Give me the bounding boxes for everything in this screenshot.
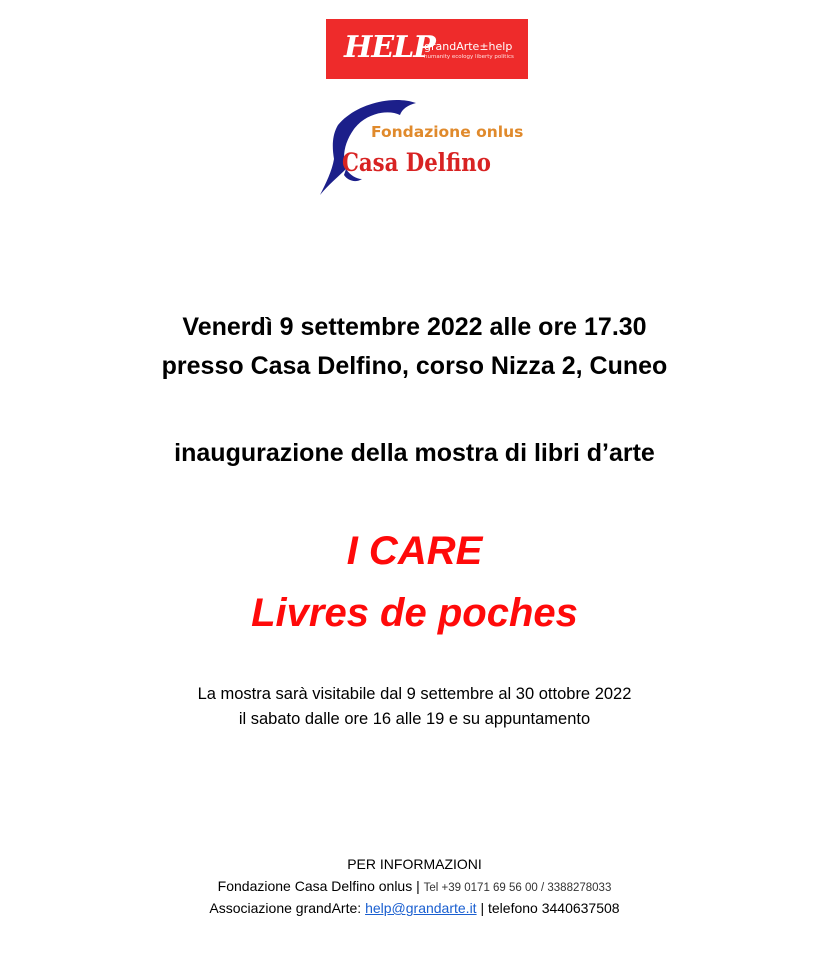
delfino-logo-line1: Fondazione onlus (371, 123, 524, 141)
email-link[interactable]: help@grandarte.it (365, 900, 477, 916)
help-logo-word: HELP (344, 30, 435, 65)
help-logo-brand: grandArte±help (424, 40, 513, 53)
event-place-line: presso Casa Delfino, corso Nizza 2, Cuneo (161, 352, 668, 380)
associazione-label: Associazione grandArte: (209, 900, 362, 916)
contacts-fondazione-line (0, 875, 829, 899)
associazione-phone: telefono 3440637508 (488, 900, 620, 916)
help-logo-tagline: humanity ecology liberty politics (424, 54, 514, 60)
separator: | (480, 900, 485, 916)
fondazione-phone: Tel +39 0171 69 56 00 / 3388278033 (423, 882, 612, 894)
visiting-hours: il sabato dalle ore 16 alle 19 e su appuntamento (238, 710, 591, 728)
event-date-line: Venerdì 9 settembre 2022 alle ore 17.30 (182, 313, 647, 341)
contacts-associazione-line (0, 897, 829, 919)
event-subtitle: inaugurazione della mostra di libri d’arte (174, 439, 655, 467)
casa-delfino-logo (316, 95, 524, 199)
delfino-logo-line2: Casa Delfino (342, 148, 491, 177)
dolphin-icon (316, 95, 520, 199)
fondazione-label: Fondazione Casa Delfino onlus (217, 878, 413, 894)
grandarte-help-logo (326, 19, 528, 79)
exhibition-title: I CARE (346, 529, 483, 573)
contacts-heading: PER INFORMAZIONI (347, 856, 482, 872)
separator: | (416, 878, 420, 894)
exhibition-subtitle: Livres de poches (251, 591, 578, 635)
visiting-dates: La mostra sarà visitabile dal 9 settembre al 30 ottobre 2022 (197, 685, 632, 703)
